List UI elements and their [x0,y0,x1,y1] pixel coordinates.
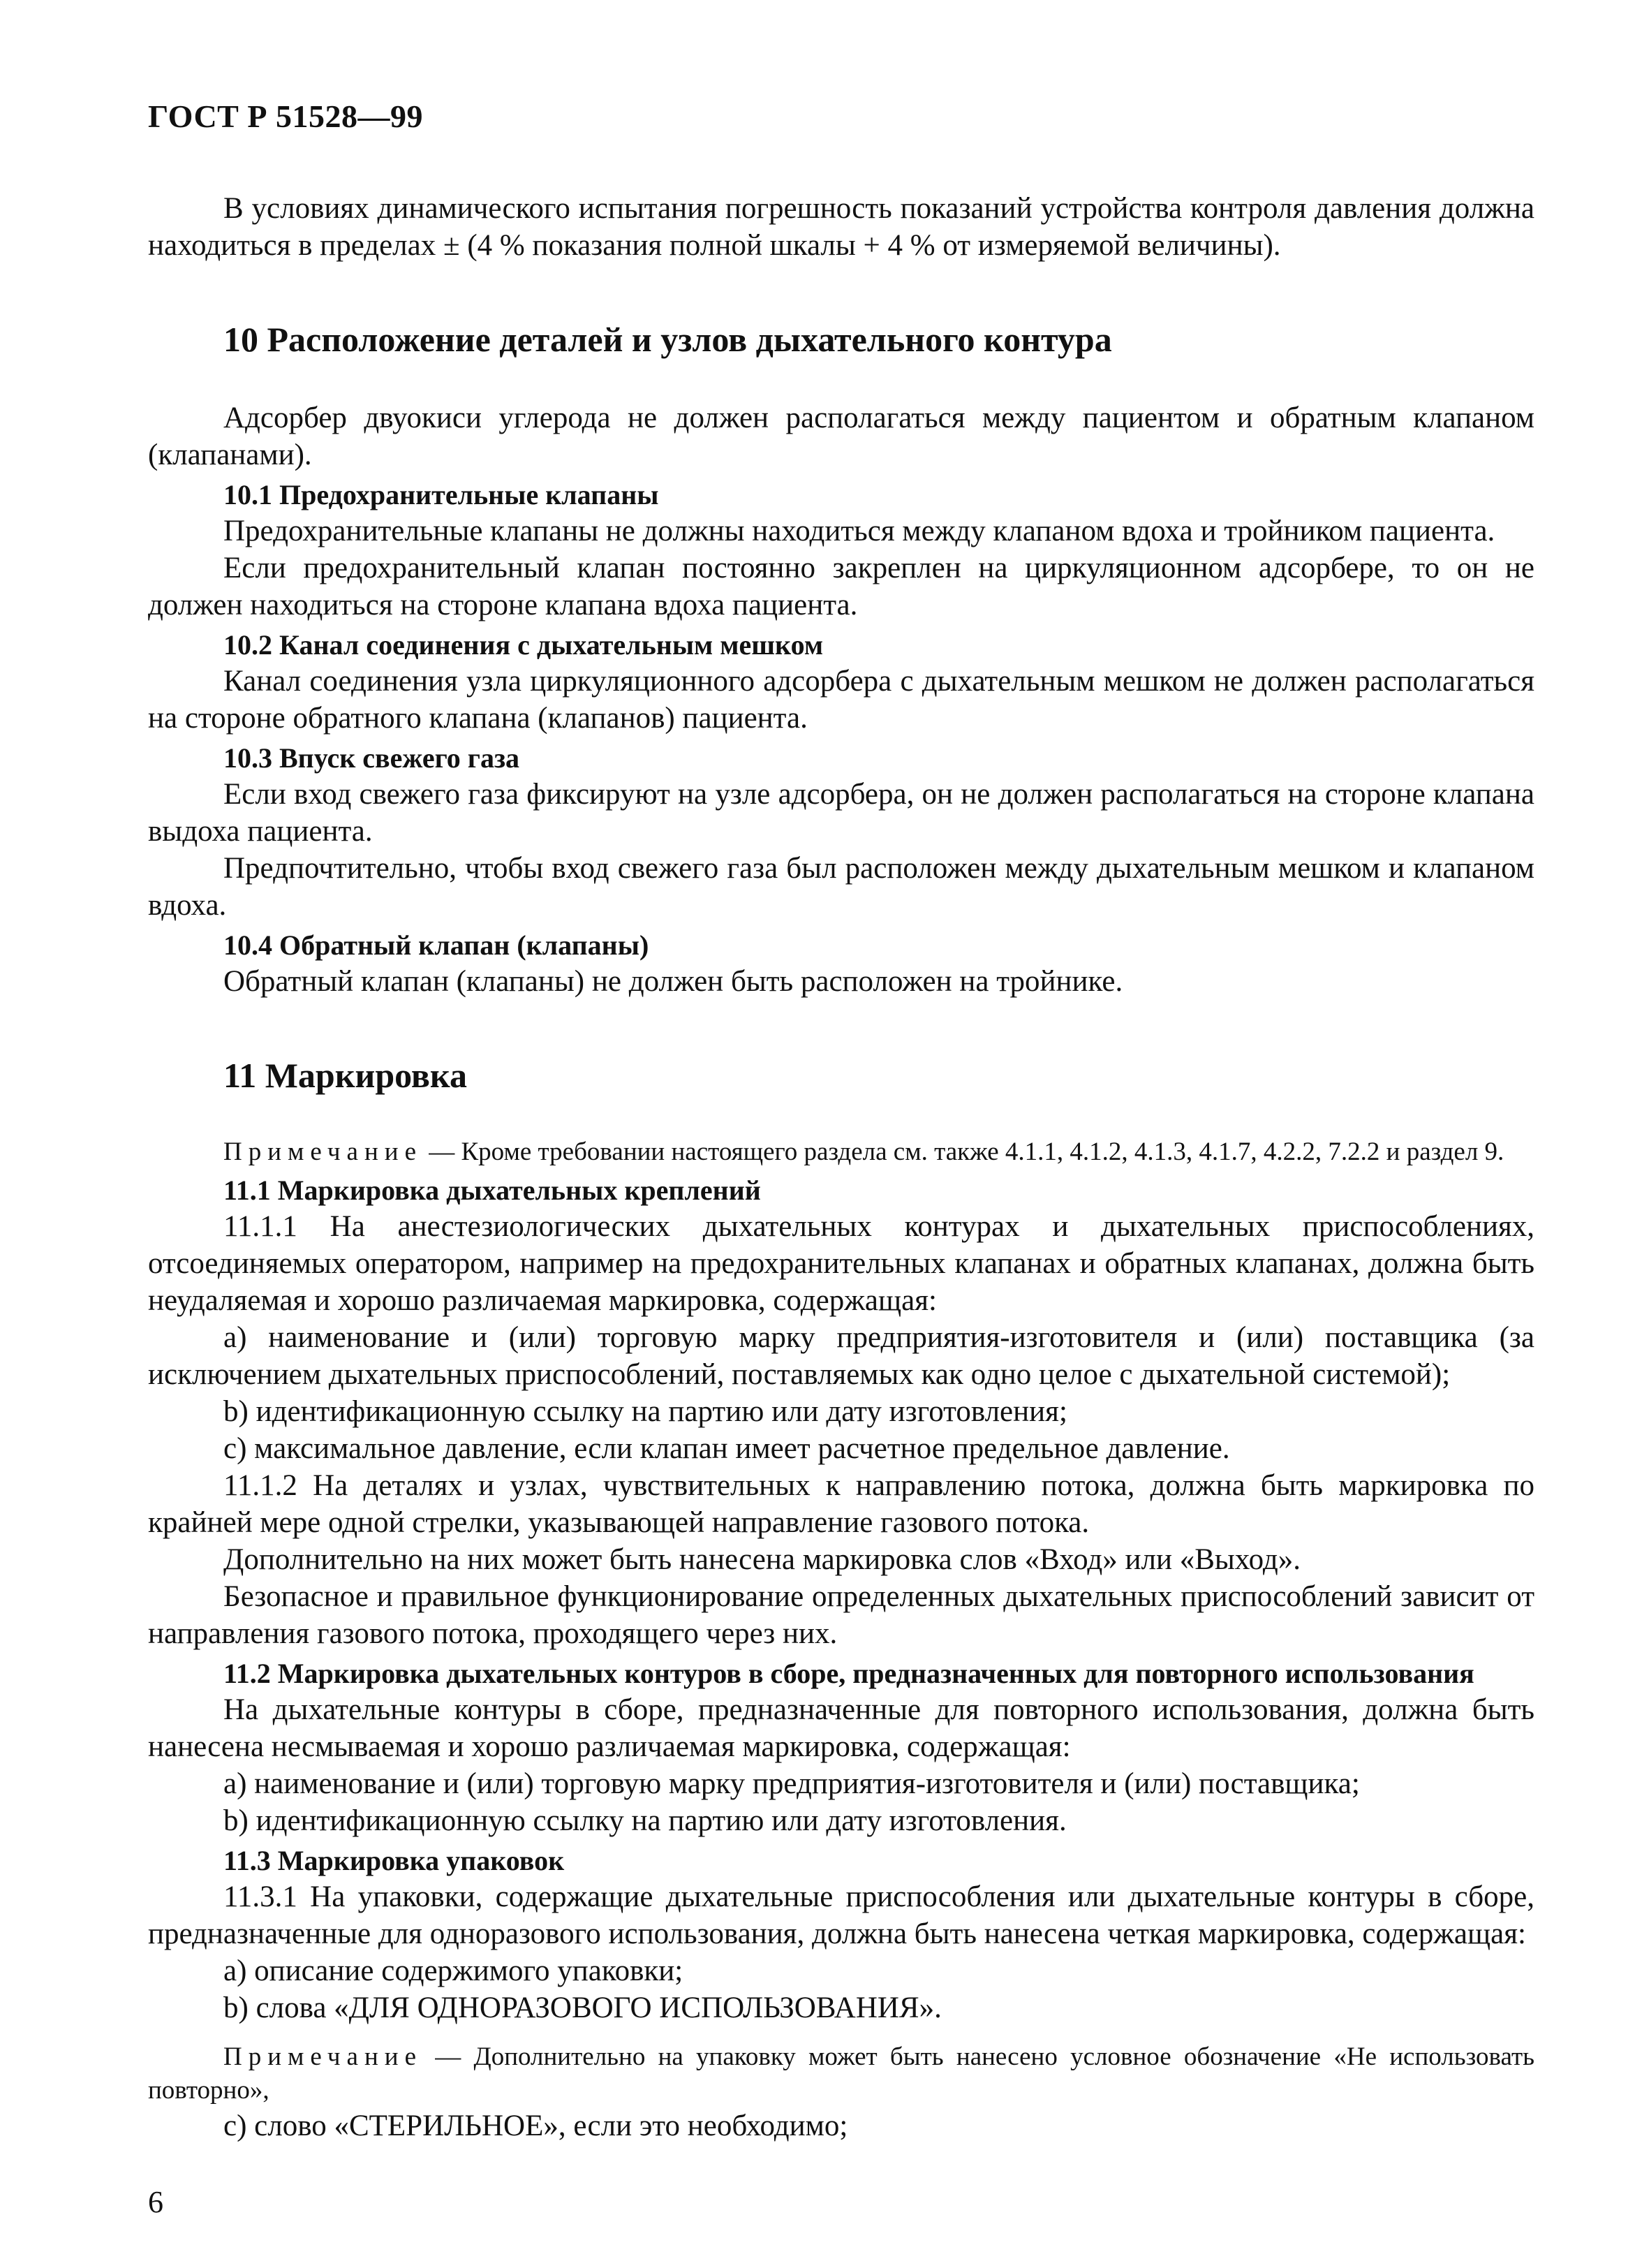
paragraph: В условиях динамического испытания погрешность показаний устройства контроля давления должна находиться в пределах ± (4 % показания полной шкалы + 4 % от измеряемой величины). [148,192,1534,262]
page-number: 6 [148,2185,163,2219]
subsection-heading-11-3: 11.3 Маркировка упаковок [223,1845,565,1876]
subsection-heading-10-1: 10.1 Предохранительные клапаны [223,479,659,510]
list-item: a) наименование и (или) торговую марку предприятия-изготовителя и (или) поставщика (за исключением дыхательных приспособлений, поставляемых как одно целое с дыхательной системой); [148,1321,1534,1391]
paragraph: Канал соединения узла циркуляционного адсорбера с дыхательным мешком не должен располагаться на стороне обратного клапана (клапанов) пациента. [148,665,1534,735]
note-text: — Кроме требовании настоящего раздела см. также 4.1.1, 4.1.2, 4.1.3, 4.1.7, 4.2.2, 7.2.2 и раздел 9. [422,1137,1504,1166]
paragraph: Предпочтительно, чтобы вход свежего газа был расположен между дыхательным мешком и клапаном вдоха. [148,852,1534,922]
subsection-heading-11-2: 11.2 Маркировка дыхательных контуров в сборе, предназначенных для повторного использования [223,1658,1474,1689]
paragraph: Безопасное и правильное функционирование определенных дыхательных приспособлений зависит от направления газового потока, проходящего через них. [148,1580,1534,1650]
note-text: — Дополнительно на упаковку может быть нанесено условное обозначение «Не использовать повторно», [148,2042,1534,2105]
paragraph: 11.3.1 На упаковки, содержащие дыхательные приспособления или дыхательные контуры в сборе, предназначенные для одноразового использования, должна быть нанесена четкая маркировка, содержащая: [148,1880,1534,1950]
paragraph: Предохранительные клапаны не должны находиться между клапаном вдоха и тройником пациента. [223,515,1495,547]
list-item: c) максимальное давление, если клапан имеет расчетное предельное давление. [223,1432,1230,1465]
paragraph: Если предохранительный клапан постоянно закреплен на циркуляционном адсорбере, то он не должен находиться на стороне клапана вдоха пациента. [148,552,1534,621]
paragraph: 11.1.1 На анестезиологических дыхательных контурах и дыхательных приспособлениях, отсоединяемых оператором, например на предохранительных клапанах и обратных клапанах, должна быть неудаляемая и хорошо различаемая маркировка, содержащая: [148,1210,1534,1317]
section-heading-11: 11 Маркировка [223,1056,467,1095]
list-item: b) слова «ДЛЯ ОДНОРАЗОВОГО ИСПОЛЬЗОВАНИЯ». [223,1991,942,2024]
paragraph: Дополнительно на них может быть нанесена маркировка слов «Вход» или «Выход». [223,1543,1301,1576]
list-item: c) слово «СТЕРИЛЬНОЕ», если это необходимо; [223,2109,848,2142]
note-label: Примечание [223,1137,422,1166]
subsection-heading-10-2: 10.2 Канал соединения с дыхательным мешком [223,629,824,661]
subsection-heading-10-3: 10.3 Впуск свежего газа [223,742,520,774]
list-item: a) описание содержимого упаковки; [223,1954,683,1987]
note [148,1135,1534,1169]
paragraph: Адсорбер двуокиси углерода не должен располагаться между пациентом и обратным клапаном (клапанами). [148,402,1534,471]
list-item: b) идентификационную ссылку на партию или дату изготовления. [223,1804,1067,1837]
list-item: b) идентификационную ссылку на партию или дату изготовления; [223,1395,1067,1428]
subsection-heading-11-1: 11.1 Маркировка дыхательных креплений [223,1174,761,1206]
paragraph: 11.1.2 На деталях и узлах, чувствительных к направлению потока, должна быть маркировка по крайней мере одной стрелки, указывающей направление газового потока. [148,1469,1534,1539]
page-content [148,190,1534,2144]
subsection-heading-10-4: 10.4 Обратный клапан (клапаны) [223,929,649,961]
section-heading-10: 10 Расположение деталей и узлов дыхательного контура [223,320,1112,359]
paragraph: На дыхательные контуры в сборе, предназначенные для повторного использования, должна быть нанесена несмываемая и хорошо различаемая маркировка, содержащая: [148,1693,1534,1763]
paragraph: Если вход свежего газа фиксируют на узле адсорбера, он не должен располагаться на стороне клапана выдоха пациента. [148,778,1534,848]
list-item: a) наименование и (или) торговую марку предприятия-изготовителя и (или) поставщика; [223,1767,1360,1800]
note-label: Примечание [223,2042,422,2071]
paragraph: Обратный клапан (клапаны) не должен быть расположен на тройнике. [223,965,1123,998]
standard-code-header: ГОСТ Р 51528—99 [148,98,423,134]
note [148,2040,1534,2107]
